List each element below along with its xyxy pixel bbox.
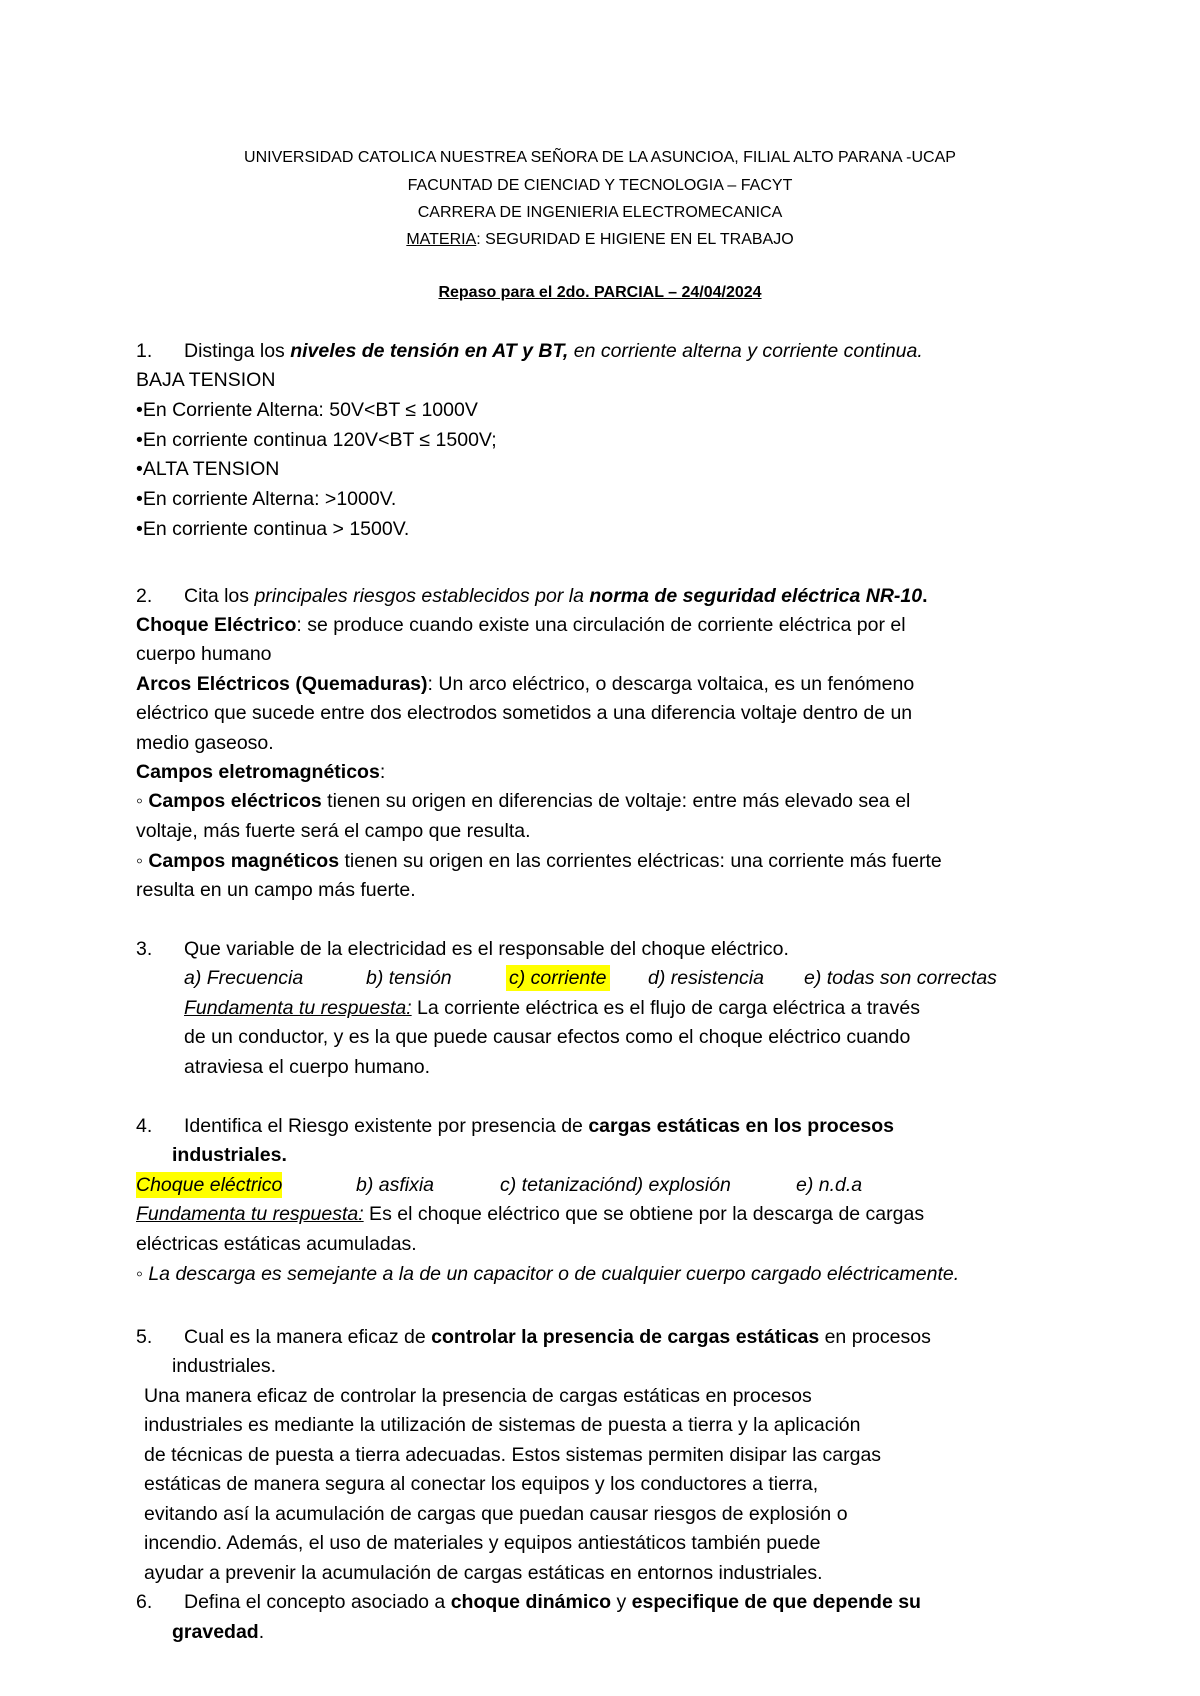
q4-fundamento [136, 1201, 924, 1227]
q5-answer-line: industriales es mediante la utilización de sistemas de puesta a tierra y la aplicación [144, 1414, 861, 1436]
q4-text-a: Identifica el Riesgo existente por presencia de [184, 1115, 589, 1137]
review-title: Repaso para el 2do. PARCIAL – 24/04/2024 [438, 284, 762, 301]
q1-line: •En corriente Alterna: >1000V. [136, 488, 397, 510]
q2-text-b: principales riesgos establecidos por la [254, 585, 590, 607]
q3-question: Que variable de la electricidad es el responsable del choque eléctrico. [184, 938, 789, 960]
q4-option-b: b) asfixia [356, 1174, 435, 1196]
q4-fundamento-2: eléctricas estáticas acumuladas. [136, 1233, 417, 1255]
q6-question [184, 1589, 921, 1615]
career-name: CARRERA DE INGENIERIA ELECTROMECANICA [417, 204, 783, 221]
q6-text-b: choque dinámico [450, 1591, 612, 1613]
q3-option-d: d) resistencia [648, 967, 764, 989]
bullet: ◦ [136, 790, 149, 812]
q2-arcos-line3: medio gaseoso. [136, 732, 274, 754]
q2-campos-magneticos-2: resulta en un campo más fuerte. [136, 879, 416, 901]
q2-text-a: Cita los [184, 585, 255, 607]
q5-question [184, 1324, 931, 1350]
q5-answer-line: evitando así la acumulación de cargas que puedan causar riesgos de explosión o [144, 1503, 848, 1525]
q1-text-b: niveles de tensión en AT y BT, [290, 340, 569, 362]
q2-text-c: norma de seguridad eléctrica NR-10 [589, 585, 923, 607]
subject-label: MATERIA [406, 231, 477, 248]
q5-number: 5. [136, 1326, 153, 1348]
q4-question-2: industriales. [172, 1144, 287, 1166]
q5-answer-line: Una manera eficaz de controlar la presencia de cargas estáticas en procesos [144, 1385, 812, 1407]
subject-line [0, 230, 1200, 250]
q3-fund-label: Fundamenta tu respuesta: [184, 997, 412, 1019]
choque-label: Choque Eléctrico [136, 614, 297, 636]
q2-campos-magneticos [136, 848, 942, 874]
campos-label: Campos eletromagnéticos [136, 761, 380, 783]
q2-campos-heading [136, 759, 385, 785]
q5-answer-line: ayudar a prevenir la acumulación de cargas estáticas en entornos industriales. [144, 1562, 823, 1584]
arcos-label: Arcos Eléctricos (Quemaduras) [136, 673, 428, 695]
q4-number: 4. [136, 1115, 153, 1137]
q1-line: •ALTA TENSION [136, 458, 280, 480]
q2-text-d: . [922, 585, 928, 607]
ce-text: tienen su origen en diferencias de voltaje: entre más elevado sea el [321, 790, 911, 812]
ce-label: Campos eléctricos [148, 790, 322, 812]
q6-text-c: y [611, 1591, 632, 1613]
q2-choque-line [136, 612, 906, 638]
q4-option-c-d: c) tetanizaciónd) explosión [500, 1174, 731, 1196]
q4-option-a-highlighted: Choque eléctrico [136, 1174, 283, 1196]
q1-line: •En corriente continua > 1500V. [136, 518, 410, 540]
q5-answer-line: estáticas de manera segura al conectar los equipos y los conductores a tierra, [144, 1473, 819, 1495]
q4-fund-label: Fundamenta tu respuesta: [136, 1203, 364, 1225]
q4-fund-text: Es el choque eléctrico que se obtiene por la descarga de cargas [363, 1203, 925, 1225]
choque-text: : se produce cuando existe una circulación de corriente eléctrica por el [296, 614, 906, 636]
q2-campos-electricos [136, 788, 910, 814]
q4-text-b: cargas estáticas en los procesos [588, 1115, 894, 1137]
q5-answer-line: incendio. Además, el uso de materiales y equipos antiestáticos también puede [144, 1532, 821, 1554]
cm-label: Campos magnéticos [148, 850, 340, 872]
q5-text-c: en procesos [819, 1326, 931, 1348]
q3-fundamento-3: atraviesa el cuerpo humano. [184, 1056, 431, 1078]
q6-question-2 [172, 1619, 264, 1645]
q1-text-a: Distinga los [184, 340, 291, 362]
q3-fundamento-2: de un conductor, y es la que puede causar efectos como el choque eléctrico cuando [184, 1026, 911, 1048]
q6-text-a: Defina el concepto asociado a [184, 1591, 451, 1613]
q3-option-e: e) todas son correctas [804, 967, 997, 989]
bullet: ◦ [136, 850, 149, 872]
q3-option-c-highlighted: c) corriente [506, 965, 610, 991]
cm-text: tienen su origen en las corrientes eléctricas: una corriente más fuerte [339, 850, 942, 872]
q5-text-a: Cual es la manera eficaz de [184, 1326, 432, 1348]
q1-line: •En corriente continua 120V<BT ≤ 1500V; [136, 429, 497, 451]
q1-line: BAJA TENSION [136, 369, 276, 391]
arcos-text: : Un arco eléctrico, o descarga voltaica, es un fenómeno [427, 673, 915, 695]
q3-option-a: a) Frecuencia [184, 967, 304, 989]
q2-choque-line2: cuerpo humano [136, 643, 272, 665]
subject-value: : SEGURIDAD E HIGIENE EN EL TRABAJO [476, 231, 794, 248]
q2-arcos-line2: eléctrico que sucede entre dos electrodos sometidos a una diferencia voltaje dentro de un [136, 702, 913, 724]
q2-campos-electricos-2: voltaje, más fuerte será el campo que resulta. [136, 820, 531, 842]
q2-arcos-line [136, 671, 914, 697]
q4-note: ◦ La descarga es semejante a la de un capacitor o de cualquier cuerpo cargado eléctricamente. [136, 1263, 960, 1285]
q1-text-c: en corriente alterna y corriente continua. [568, 340, 923, 362]
q5-text-b: controlar la presencia de cargas estáticas [431, 1326, 820, 1348]
q1-line: •En Corriente Alterna: 50V<BT ≤ 1000V [136, 399, 478, 421]
q2-question [184, 583, 928, 609]
q3-fund-text: La corriente eléctrica es el flujo de carga eléctrica a través [411, 997, 920, 1019]
q6-number: 6. [136, 1591, 153, 1613]
q1-number: 1. [136, 340, 153, 362]
q2-number: 2. [136, 585, 153, 607]
q3-number: 3. [136, 938, 153, 960]
q6-text-f: . [258, 1621, 265, 1643]
q6-text-e: gravedad [172, 1621, 259, 1643]
campos-colon: : [379, 761, 386, 783]
q3-fundamento [184, 995, 920, 1021]
faculty-name: FACUNTAD DE CIENCIAD Y TECNOLOGIA – FACYT [407, 177, 793, 194]
q4-question [184, 1113, 894, 1139]
q1-question [184, 338, 923, 364]
q5-answer-line: de técnicas de puesta a tierra adecuadas. Estos sistemas permiten disipar las cargas [144, 1444, 882, 1466]
q6-text-d: especifique de que depende su [631, 1591, 921, 1613]
q5-question-2: industriales. [172, 1355, 277, 1377]
q3-option-b: b) tensión [366, 967, 452, 989]
university-name: UNIVERSIDAD CATOLICA NUESTREA SEÑORA DE LA ASUNCIOA, FILIAL ALTO PARANA -UCAP [244, 149, 956, 166]
q4-option-e: e) n.d.a [796, 1174, 863, 1196]
